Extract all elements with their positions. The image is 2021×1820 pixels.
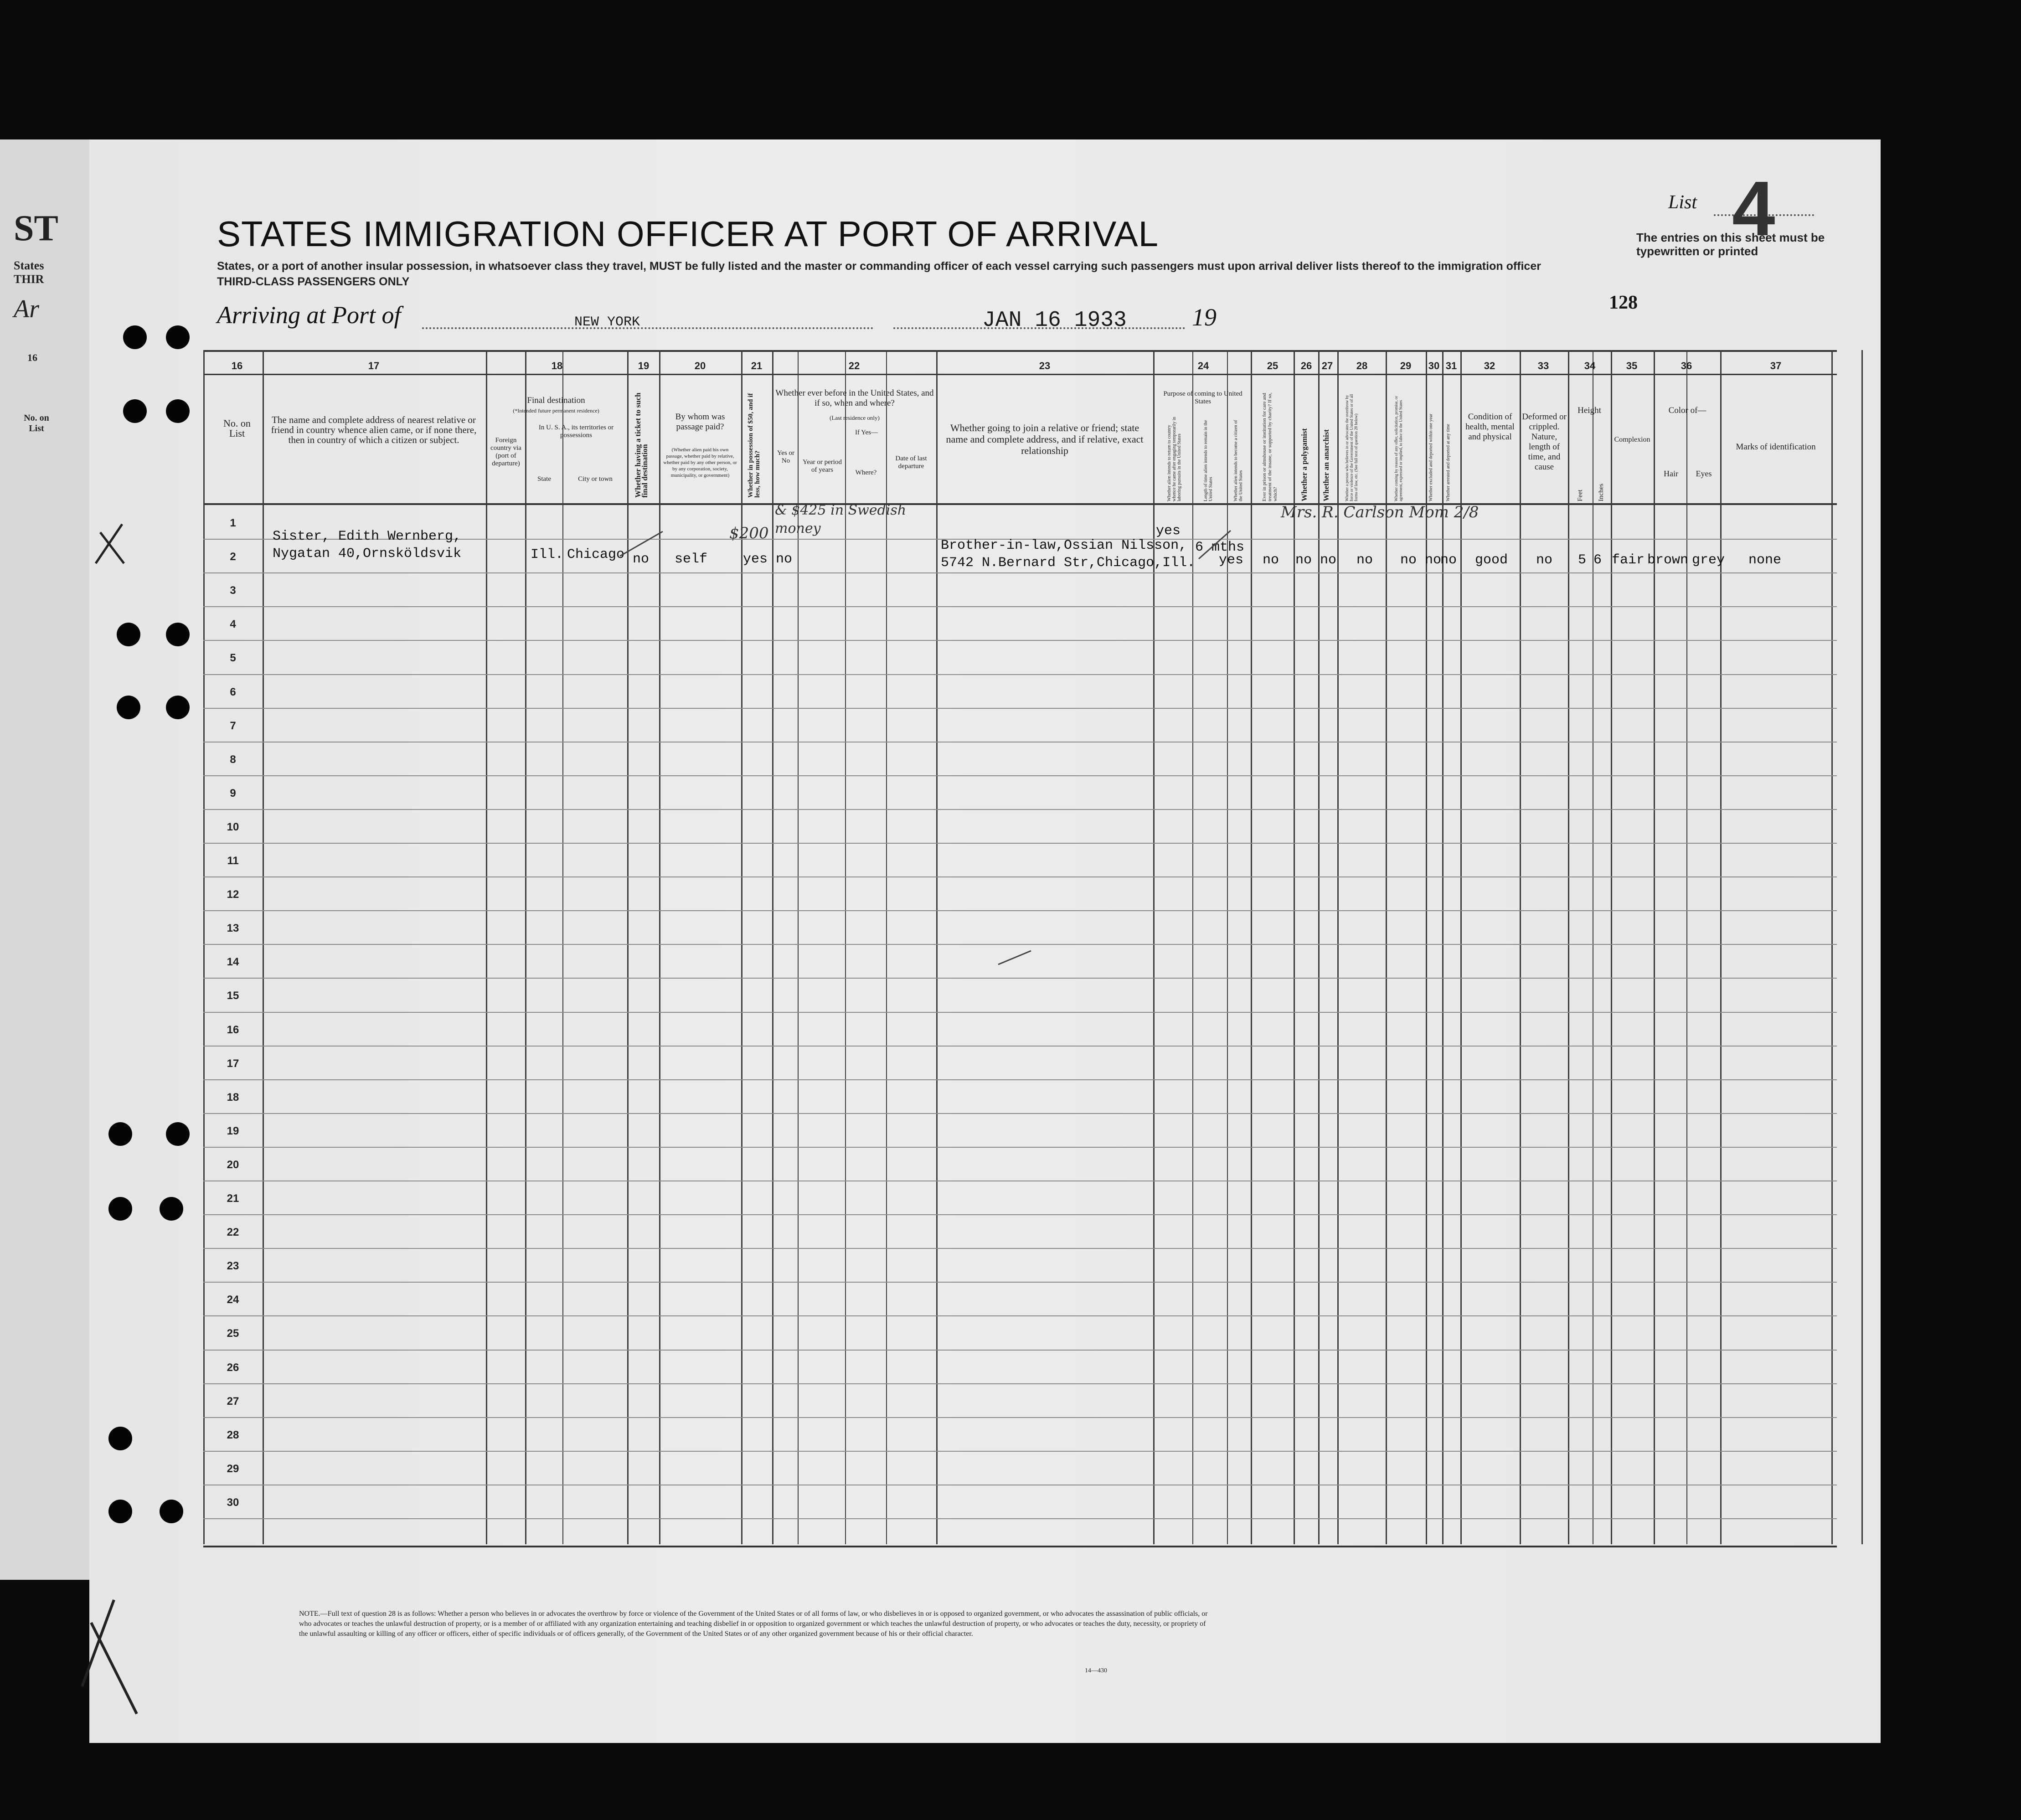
form-subtitle: States, or a port of another insular possession, in whatsoever class they travel, MUST be fully listed and the master or commanding officer of each vessel carrying such passengers must upon arrival deliver lists thereof to the immigration officer <box>217 260 1541 273</box>
header-color: Color of— <box>1668 406 1707 415</box>
relative-name: Sister, Edith Wernberg, <box>273 529 462 544</box>
destination-city: Chicago <box>567 547 625 562</box>
header-before-in-us: Whether ever before in the United States, and if so, when and where? <box>775 388 934 408</box>
port-name: NEW YORK <box>574 315 640 330</box>
header-if-yes: If Yes— <box>855 429 878 436</box>
row-number: 12 <box>227 888 239 901</box>
labor-value: no <box>1400 552 1417 568</box>
row-number: 10 <box>227 820 239 833</box>
height-feet: 5 <box>1578 552 1587 568</box>
header-q28: Whether a person who believes in or advocates the overthrow by force or violence of the Government of the United States or of all forms of law, etc. (See full text of question 28 below) <box>1345 394 1358 501</box>
header-no-on-list: No. on List <box>223 418 251 439</box>
before-in-us-value: no <box>776 552 793 567</box>
header-state: State <box>537 475 551 483</box>
row-number: 5 <box>230 652 236 665</box>
row-number: 13 <box>227 922 239 935</box>
header-city: City or town <box>578 475 613 483</box>
col-number: 21 <box>751 360 763 371</box>
col-number: 34 <box>1584 360 1596 371</box>
row-number: 24 <box>227 1294 239 1306</box>
row-number: 15 <box>227 990 239 1002</box>
relative-address: Nygatan 40,Ornsköldsvik <box>273 546 462 562</box>
col-number: 28 <box>1356 360 1368 371</box>
row-number: 23 <box>227 1260 239 1273</box>
col-number: 32 <box>1484 360 1495 371</box>
form-title: STATES IMMIGRATION OFFICER AT PORT OF ARRIVAL <box>217 214 1159 254</box>
header-final-destination-sub: (*Intended future permanent residence) <box>513 407 599 414</box>
row-number: 14 <box>227 956 239 969</box>
header-complexion: Complexion <box>1614 436 1650 443</box>
header-in-usa: In U. S. A., its territories or possessions <box>538 424 614 439</box>
passage-paid-by: self <box>675 552 708 567</box>
strip-label: Ar <box>14 295 39 323</box>
header-deformed: Deformed or crippled. Nature, length of time, and cause <box>1522 412 1567 472</box>
strip-label: THIR <box>14 273 44 286</box>
col-number: 20 <box>694 360 706 371</box>
header-period: Year or period of years <box>803 459 842 474</box>
header-ticket: Whether having a ticket to such final destination <box>634 392 649 498</box>
header-passage-paid-sub: (Whether alien paid his own passage, whether paid by relative, whether paid by any other person, or by any corporation, society, municipality, or government) <box>663 447 737 478</box>
header-excluded: Whether excluded and deported within one year <box>1428 413 1433 501</box>
date-stamp: JAN 16 1933 <box>982 308 1127 333</box>
strip-no-label: No. on List <box>24 413 49 433</box>
col-number: 33 <box>1537 360 1549 371</box>
page-number: 128 <box>1609 292 1638 313</box>
strip-col-num: 16 <box>27 352 37 363</box>
purpose-return: yes <box>1156 523 1181 539</box>
header-nearest-relative: The name and complete address of nearest relative or friend in country whence alien came, or if none there, then in country of which a citizen or subject. <box>271 414 477 445</box>
header-height: Height <box>1578 406 1601 415</box>
header-health: Condition of health, mental and physical <box>1465 412 1515 442</box>
complexion-value: fair <box>1612 552 1645 568</box>
header-deported: Whether arrested and deported at any time <box>1446 424 1451 501</box>
marks-value: none <box>1748 552 1782 568</box>
strip-label: States <box>14 259 44 272</box>
col-number: 26 <box>1300 360 1312 371</box>
row-number: 20 <box>227 1158 239 1171</box>
row-number: 4 <box>230 618 236 631</box>
header-purpose-citizen: Whether alien intends to become a citizen of the United States <box>1233 420 1243 501</box>
eyes-value: grey <box>1692 552 1725 568</box>
swedish-money-note: & $425 in Swedish money <box>775 502 907 536</box>
row-number: 6 <box>230 686 236 698</box>
header-labor: Whether coming by reason of any offer, solicitation, promise, or agreement, expressed or implied, to labor in the United States <box>1394 396 1403 501</box>
handwritten-annotation: Mrs. R. Carlson Mom 2/8 <box>1281 503 1479 521</box>
header-purpose-length: Length of time alien intends to remain in the United States <box>1203 420 1213 501</box>
join-relative-address: 5742 N.Bernard Str,Chicago,Ill. <box>941 555 1196 571</box>
purpose-citizen: yes <box>1219 552 1244 568</box>
row-number: 1 <box>230 517 236 529</box>
header-last-departure: Date of last departure <box>895 455 927 470</box>
col-number: 25 <box>1267 360 1279 371</box>
row-number: 3 <box>230 584 236 597</box>
row-number: 22 <box>227 1226 239 1239</box>
col-number: 37 <box>1770 360 1782 371</box>
header-eyes: Eyes <box>1696 469 1712 478</box>
anarchist-value: no <box>1320 552 1337 568</box>
header-polygamist: Whether a polygamist <box>1300 428 1309 501</box>
purpose-length: 6 mths <box>1195 540 1245 555</box>
col-number: 31 <box>1445 360 1457 371</box>
header-purpose-return: Whether alien intends to return to country whence he came after engaging temporarily in laboring pursuits in the United States <box>1167 417 1182 501</box>
header-where: Where? <box>855 469 877 476</box>
form-code: 14—430 <box>1085 1667 1107 1674</box>
col-number: 29 <box>1400 360 1412 371</box>
header-join-relative: Whether going to join a relative or friend; state name and complete address, and if relative, exact relationship <box>946 422 1144 456</box>
row-number: 30 <box>227 1496 239 1509</box>
col-number: 30 <box>1428 360 1440 371</box>
row-number: 7 <box>230 719 236 732</box>
row-number: 17 <box>227 1057 239 1070</box>
col-number: 18 <box>551 360 563 371</box>
row-number: 25 <box>227 1327 239 1340</box>
col-number: 22 <box>848 360 860 371</box>
row-number: 16 <box>227 1023 239 1036</box>
money-value: yes <box>743 552 768 567</box>
header-feet: Feet <box>1577 490 1584 501</box>
header-prison: Ever in prison or almshouse or institution for care and treatment of the insane, or supported by charity? If so, which? <box>1262 392 1278 501</box>
header-inches: Inches <box>1598 483 1605 501</box>
check-stroke <box>1199 531 1231 559</box>
header-passage-paid: By whom was passage paid? <box>675 412 725 432</box>
col-number: 17 <box>368 360 380 371</box>
col-number: 16 <box>231 360 243 371</box>
question-28-note: NOTE.—Full text of question 28 is as follows: Whether a person who believes in or advocates the overthrow by force or violence of the Government of the United States or of all forms of law, or who disbelieves in or is opposed to organized government, or who advocates the assassination of public officials, or who advocates or teaches the unlawful destruction of property, or is a member of or affiliated with any organization entertaining and teaching disbelief in or opposition to organized government or which teaches the unlawful destruction of property, or who advocates or teaches the duty, necessity, or propriety of the unlawful assaulting or killing of any officer or officers, either of specific individuals or of officers generally, of the Government of the United States or of any other organized government because of his or their official character. <box>299 1610 1208 1638</box>
row-number: 9 <box>230 787 236 799</box>
row-number: 29 <box>227 1462 239 1475</box>
row-number: 27 <box>227 1395 239 1408</box>
row-number: 19 <box>227 1124 239 1137</box>
hair-value: brown <box>1647 552 1689 568</box>
row-number: 26 <box>227 1361 239 1374</box>
prison-value: no <box>1263 552 1279 568</box>
header-money: Whether in possession of $50, and if less, how much? <box>747 393 761 498</box>
ticket-value: no <box>633 552 650 567</box>
deported-value: no <box>1440 552 1457 568</box>
arriving-label: Arriving at Port of <box>217 301 401 329</box>
col-number: 24 <box>1197 360 1209 371</box>
col-number: 36 <box>1681 360 1692 371</box>
row-number: 21 <box>227 1192 239 1205</box>
list-label: List <box>1668 192 1697 213</box>
money-handwritten: $200 <box>729 524 769 542</box>
col-number: 35 <box>1626 360 1638 371</box>
deformed-value: no <box>1536 552 1553 568</box>
excluded-value: no <box>1425 552 1442 568</box>
polygamist-value: no <box>1295 552 1312 568</box>
header-hair: Hair <box>1664 469 1678 478</box>
join-relative-name: Brother-in-law,Ossian Nilsson, <box>941 538 1187 553</box>
row-number: 8 <box>230 753 236 766</box>
row-number: 2 <box>230 551 236 563</box>
col-number: 23 <box>1039 360 1051 371</box>
col-number: 19 <box>638 360 650 371</box>
header-anarchist: Whether an anarchist <box>1322 429 1330 501</box>
row-number: 11 <box>227 855 239 867</box>
row-number: 28 <box>227 1428 239 1441</box>
check-stroke <box>620 531 663 556</box>
x-mark <box>82 1600 137 1714</box>
header-purpose: Purpose of coming to United States <box>1163 390 1243 405</box>
header-yes-no: Yes or No <box>777 449 795 464</box>
health-value: good <box>1475 552 1508 568</box>
x-mark <box>96 524 124 563</box>
height-inches: 6 <box>1593 552 1602 568</box>
class-line: THIRD-CLASS PASSENGERS ONLY <box>217 275 410 288</box>
header-final-destination: Final destination <box>527 396 585 405</box>
year-prefix: 19 <box>1192 304 1217 331</box>
header-before-in-us-sub: (Last residence only) <box>830 414 880 421</box>
header-foreign-country: Foreign country via (port of departure) <box>490 437 521 467</box>
row-number: 18 <box>227 1091 239 1103</box>
q28-value: no <box>1356 552 1373 568</box>
destination-state: Ill. <box>531 547 564 562</box>
list-number: 4 <box>1732 165 1775 252</box>
entries-note: The entries on this sheet must be typewritten or printed <box>1636 231 1825 258</box>
pencil-stroke <box>998 951 1031 964</box>
strip-label: ST <box>14 208 58 248</box>
col-number: 27 <box>1321 360 1333 371</box>
header-marks: Marks of identification <box>1736 442 1816 452</box>
